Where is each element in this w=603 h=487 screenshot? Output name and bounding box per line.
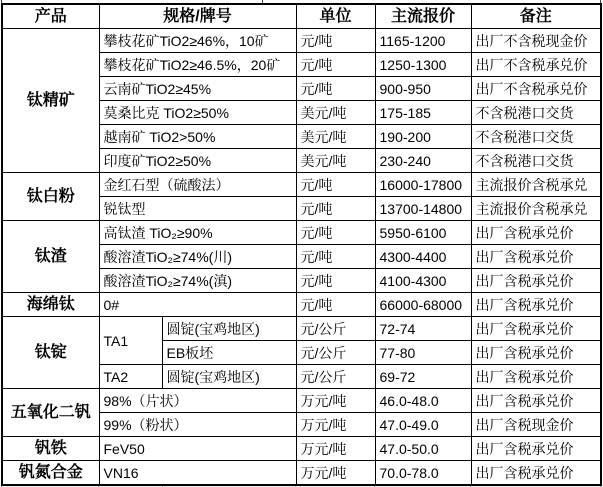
note-cell: 不含税港口交货 — [471, 125, 601, 149]
price-cell: 70.0-78.0 — [375, 461, 471, 486]
spec-cell: 0# — [99, 293, 296, 317]
unit-cell: 元/公斤 — [296, 341, 375, 365]
note-cell: 出厂含税承兑价 — [471, 269, 601, 293]
price-cell: 77-80 — [375, 341, 471, 365]
table-row — [2, 437, 601, 461]
unit-cell: 元/吨 — [296, 173, 375, 197]
note-cell: 不含税港口交货 — [471, 149, 601, 173]
product-cell: 钒氮合金 — [2, 461, 99, 486]
price-cell: 1250-1300 — [375, 53, 471, 77]
note-cell: 出厂含税承兑价 — [471, 389, 601, 413]
price-cell: 72-74 — [375, 317, 471, 341]
unit-cell: 万元/吨 — [296, 461, 375, 486]
price-cell: 46.0-48.0 — [375, 389, 471, 413]
note-cell: 不含税港口交货 — [471, 101, 601, 125]
subspec-cell: 圆锭(宝鸡地区) — [162, 365, 296, 389]
price-cell: 175-185 — [375, 101, 471, 125]
unit-cell: 万元/吨 — [296, 413, 375, 437]
header-row — [2, 4, 601, 29]
note-cell: 主流报价含税承兑 — [471, 197, 601, 221]
product-cell: 海绵钛 — [2, 293, 99, 317]
unit-cell: 元/吨 — [296, 197, 375, 221]
unit-cell: 美元/吨 — [296, 149, 375, 173]
table-row — [2, 317, 601, 341]
note-cell: 出厂含税承兑价 — [471, 437, 601, 461]
unit-cell: 美元/吨 — [296, 101, 375, 125]
unit-cell: 元/吨 — [296, 77, 375, 101]
spec-cell: 99%（粉状） — [99, 413, 296, 437]
price-cell: 190-200 — [375, 125, 471, 149]
price-cell: 4100-4300 — [375, 269, 471, 293]
unit-cell: 元/公斤 — [296, 365, 375, 389]
spec-cell: 越南矿 TiO2>50% — [99, 125, 296, 149]
column-header-product: 产品 — [2, 4, 99, 29]
note-cell: 出厂含税承兑价 — [471, 365, 601, 389]
unit-cell: 万元/吨 — [296, 389, 375, 413]
price-cell: 16000-17800 — [375, 173, 471, 197]
product-cell: 钒铁 — [2, 437, 99, 461]
unit-cell: 元/吨 — [296, 269, 375, 293]
column-header-unit: 单位 — [296, 4, 375, 29]
note-cell: 出厂不含税承兑价 — [471, 77, 601, 101]
unit-cell: 元/公斤 — [296, 317, 375, 341]
price-cell: 13700-14800 — [375, 197, 471, 221]
unit-cell: 美元/吨 — [296, 125, 375, 149]
spec-cell: 锐钛型 — [99, 197, 296, 221]
spec-cell: 酸溶渣TiO₂≥74%(川) — [99, 245, 296, 269]
note-cell: 出厂不含税现金价 — [471, 29, 601, 53]
spec-cell: 云南矿TiO2≥45% — [99, 77, 296, 101]
price-cell: 230-240 — [375, 149, 471, 173]
note-cell: 出厂含税承兑价 — [471, 293, 601, 317]
table-row — [2, 389, 601, 413]
note-cell: 出厂不含税承兑价 — [471, 53, 601, 77]
unit-cell: 元/吨 — [296, 29, 375, 53]
spec-cell: 酸溶渣TiO₂≥74%(滇) — [99, 269, 296, 293]
unit-cell: 元/吨 — [296, 245, 375, 269]
grid-tick — [262, 0, 263, 3]
price-cell: 1165-1200 — [375, 29, 471, 53]
spec-cell: 高钛渣 TiO₂≥90% — [99, 221, 296, 245]
product-cell: 五氧化二钒 — [2, 389, 99, 437]
subspec-cell: EB板坯 — [162, 341, 296, 365]
column-header-note: 备注 — [471, 4, 601, 29]
note-cell: 出厂含税承兑价 — [471, 245, 601, 269]
product-cell: 钛白粉 — [2, 173, 99, 221]
spec-cell: 攀枝花矿TiO2≥46.5%，20矿 — [99, 53, 296, 77]
note-cell: 出厂含税承兑价 — [471, 341, 601, 365]
table-row — [2, 173, 601, 197]
spec-cell: VN16 — [99, 461, 296, 486]
product-cell: 钛渣 — [2, 221, 99, 293]
price-cell: 900-950 — [375, 77, 471, 101]
price-cell: 69-72 — [375, 365, 471, 389]
product-cell: 钛精矿 — [2, 29, 99, 173]
spec-cell: 金红石型（硫酸法） — [99, 173, 296, 197]
subspec-cell: 圆锭(宝鸡地区) — [162, 317, 296, 341]
spec-cell: 98%（片状） — [99, 389, 296, 413]
price-cell: 47.0-49.0 — [375, 413, 471, 437]
column-header-spec: 规格/牌号 — [99, 4, 296, 29]
price-cell: 47.0-50.0 — [375, 437, 471, 461]
product-cell: 钛锭 — [2, 317, 99, 389]
table-row — [2, 29, 601, 53]
table-row — [2, 293, 601, 317]
grid-tick — [600, 0, 601, 3]
spec-cell: 莫桑比克 TiO2≥50% — [99, 101, 296, 125]
grade-cell: TA1 — [99, 317, 162, 365]
table-row — [2, 461, 601, 486]
price-cell: 5950-6100 — [375, 221, 471, 245]
spec-cell: 印度矿TiO2≥50% — [99, 149, 296, 173]
price-cell: 4300-4400 — [375, 245, 471, 269]
spec-cell: FeV50 — [99, 437, 296, 461]
note-cell: 主流报价含税承兑 — [471, 173, 601, 197]
unit-cell: 元/吨 — [296, 221, 375, 245]
table-row — [2, 221, 601, 245]
grid-tick — [1, 0, 2, 3]
unit-cell: 元/吨 — [296, 53, 375, 77]
grade-cell: TA2 — [99, 365, 162, 389]
price-table — [1, 3, 602, 486]
spec-cell: 攀枝花矿TiO2≥46%，10矿 — [99, 29, 296, 53]
excel-crop-edge-top — [0, 0, 603, 3]
note-cell: 出厂含税现金价 — [471, 413, 601, 437]
price-cell: 66000-68000 — [375, 293, 471, 317]
note-cell: 出厂含税承兑价 — [471, 317, 601, 341]
unit-cell: 元/吨 — [296, 293, 375, 317]
column-header-price: 主流报价 — [375, 4, 471, 29]
note-cell: 出厂含税承兑价 — [471, 461, 601, 486]
note-cell: 出厂含税承兑价 — [471, 221, 601, 245]
unit-cell: 万元/吨 — [296, 437, 375, 461]
